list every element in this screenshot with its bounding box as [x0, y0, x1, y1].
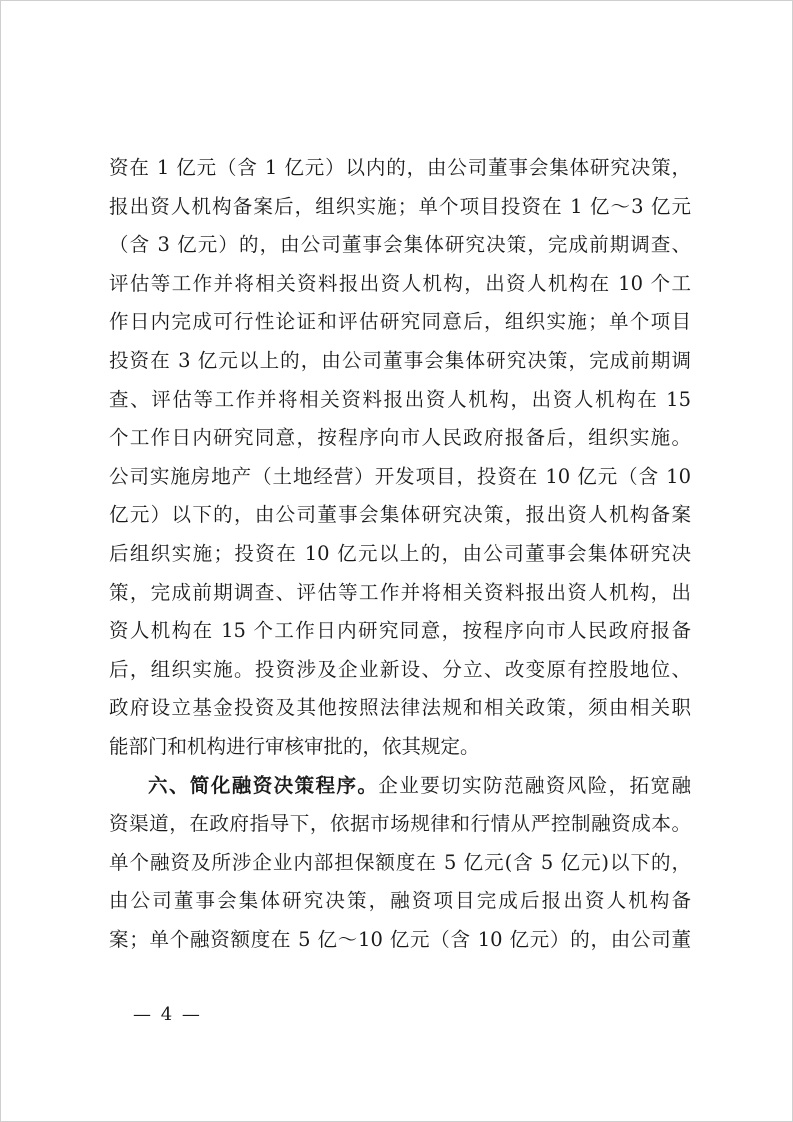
- document-body: [109, 149, 691, 959]
- text-line: 查、评估等工作并将相关资料报出资人机构，出资人机构在 15: [109, 387, 691, 411]
- text-line: 案；单个融资额度在 5 亿～10 亿元（含 10 亿元）的，由公司董: [109, 927, 691, 951]
- text-line: 投资在 3 亿元以上的，由公司董事会集体研究决策，完成前期调: [109, 348, 691, 372]
- section-text: 企业要切实防范融资风险，拓宽融: [378, 773, 691, 797]
- text-line: 后组织实施；投资在 10 亿元以上的，由公司董事会集体研究决: [109, 541, 691, 565]
- text-line: （含 3 亿元）的，由公司董事会集体研究决策，完成前期调查、: [109, 233, 691, 257]
- text-line: 单个融资及所涉企业内部担保额度在 5 亿元(含 5 亿元)以下的，: [109, 850, 691, 874]
- text-line: 后，组织实施。投资涉及企业新设、分立、改变原有控股地位、: [109, 657, 691, 681]
- text-line: 能部门和机构进行审核审批的，依其规定。: [109, 734, 480, 758]
- text-line: 公司实施房地产（土地经营）开发项目，投资在 10 亿元（含 10: [109, 464, 691, 488]
- text-line: 报出资人机构备案后，组织实施；单个项目投资在 1 亿～3 亿元: [109, 194, 691, 218]
- text-line: 策，完成前期调查、评估等工作并将相关资料报出资人机构，出: [109, 580, 691, 604]
- text-line: 亿元）以下的，由公司董事会集体研究决策，报出资人机构备案: [109, 503, 691, 527]
- section-six-first-line: [109, 767, 691, 806]
- text-line: 资人机构在 15 个工作日内研究同意，按程序向市人民政府报备: [109, 619, 691, 643]
- text-line: 评估等工作并将相关资料报出资人机构，出资人机构在 10 个工: [109, 271, 691, 295]
- page-number: — 4 —: [133, 1004, 202, 1025]
- text-line: 作日内完成可行性论证和评估研究同意后，组织实施；单个项目: [109, 310, 691, 334]
- text-line: 资在 1 亿元（含 1 亿元）以内的，由公司董事会集体研究决策，: [109, 156, 691, 179]
- text-line: 由公司董事会集体研究决策，融资项目完成后报出资人机构备: [109, 889, 691, 913]
- text-line: 政府设立基金投资及其他按照法律法规和相关政策，须由相关职: [109, 696, 691, 720]
- text-line: 资渠道，在政府指导下，依据市场规律和行情从严控制融资成本。: [109, 812, 691, 836]
- section-heading: 六、简化融资决策程序。: [148, 773, 379, 797]
- text-line: 个工作日内研究同意，按程序向市人民政府报备后，组织实施。: [109, 426, 691, 450]
